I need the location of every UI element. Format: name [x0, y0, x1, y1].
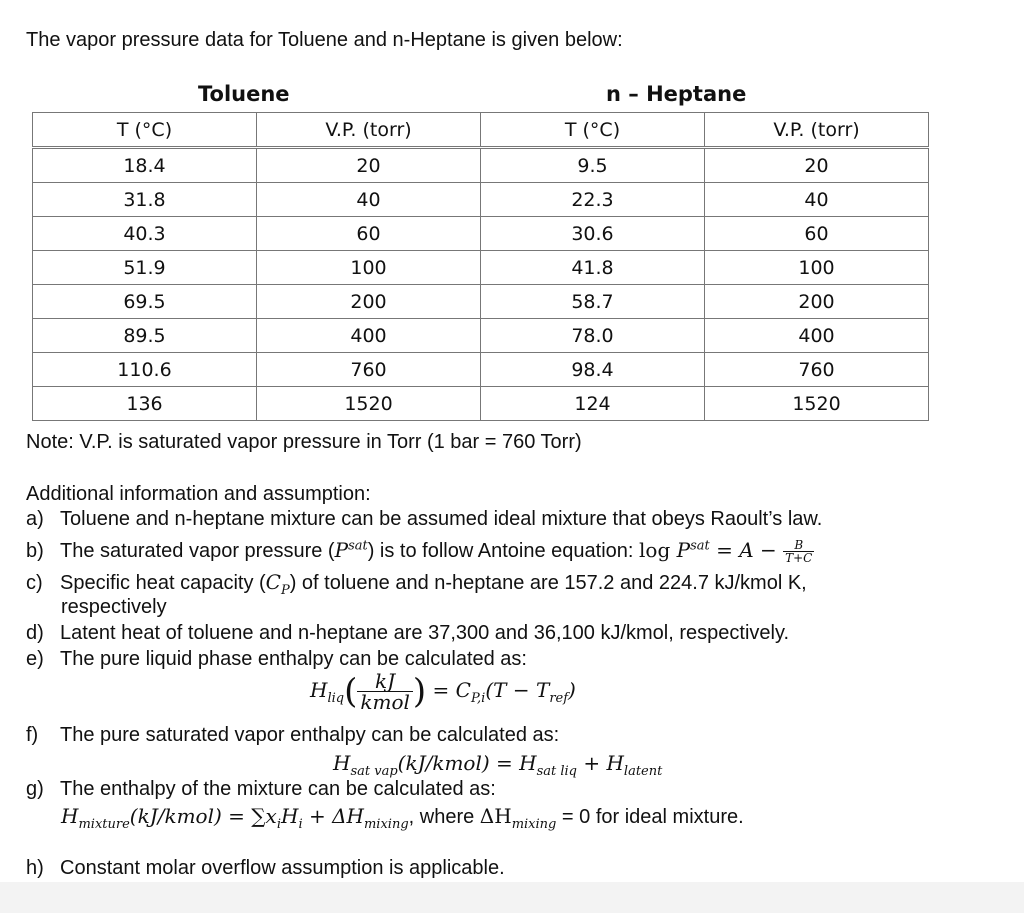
table-cell: 400: [257, 319, 481, 353]
table-cell: 1520: [705, 387, 929, 421]
eq-h-sub: sat vap: [350, 764, 398, 779]
eq-rhs-sub: P,i: [470, 691, 486, 706]
paren-open: (: [344, 671, 358, 712]
item-text: = 0 for ideal mixture.: [556, 806, 744, 828]
item-text: Latent heat of toluene and n-heptane are 37,300 and 36,100 kJ/kmol, respectively.: [60, 622, 790, 644]
table-cell: 40: [257, 183, 481, 217]
item-text: , where: [408, 806, 480, 828]
item-label: h): [26, 857, 44, 879]
eq-h: H: [310, 678, 328, 702]
item-label: b): [26, 540, 44, 562]
table-cell: 60: [257, 217, 481, 251]
eq-mid: (kJ/kmol) = H: [397, 751, 537, 775]
item-b: [26, 538, 814, 564]
eq-mid: (kJ/kmol) = ∑x: [129, 804, 277, 828]
table-cell: 40: [705, 183, 929, 217]
table-row: [33, 148, 929, 183]
table-cell: 400: [705, 319, 929, 353]
bottom-shade: [0, 882, 1024, 913]
col-header-toluene-vp: V.P. (torr): [257, 113, 481, 148]
fraction-denominator: kmol: [360, 690, 410, 714]
item-c: [26, 570, 807, 598]
eq-mid: + ΔH: [302, 804, 364, 828]
item-label: c): [26, 572, 43, 594]
item-text: The saturated vapor pressure (: [60, 540, 335, 562]
fraction-numerator: B: [783, 539, 814, 552]
item-text: The pure saturated vapor enthalpy can be calculated as:: [60, 724, 560, 746]
item-text: ) of toluene and n-heptane are 157.2 and 224.7 kJ/kmol K,: [289, 572, 807, 594]
table-cell: 136: [33, 387, 257, 421]
table-body: [33, 148, 929, 421]
table-cell: 124: [481, 387, 705, 421]
eq-sub: mixing: [511, 817, 557, 832]
item-text: Specific heat capacity (: [60, 572, 266, 594]
table-cell: 20: [705, 148, 929, 183]
item-a: [26, 508, 822, 531]
item-label: a): [26, 508, 44, 530]
col-header-toluene-temp: T (°C): [33, 113, 257, 148]
eq-sub: mixing: [363, 817, 409, 832]
equation-liquid-enthalpy: [310, 671, 576, 712]
item-text: ) is to follow Antoine equation:: [367, 540, 639, 562]
antoine-p: P: [676, 538, 691, 562]
table-row: [33, 285, 929, 319]
item-h: [26, 857, 505, 880]
table-cell: 110.6: [33, 353, 257, 387]
eq-h-sub: liq: [327, 691, 345, 706]
cp-subscript: P: [280, 583, 290, 598]
group-header-heptane: n – Heptane: [606, 82, 747, 106]
psat-symbol: P: [334, 538, 349, 562]
item-label: d): [26, 622, 44, 644]
table-cell: 98.4: [481, 353, 705, 387]
eq-rhs: ): [568, 678, 576, 702]
table-row: [33, 217, 929, 251]
item-g: [26, 778, 496, 801]
eq-mid: H: [280, 804, 299, 828]
table-cell: 760: [257, 353, 481, 387]
item-c-continuation: respectively: [61, 596, 167, 618]
table-row: [33, 183, 929, 217]
item-text: Constant molar overflow assumption is applicable.: [60, 857, 505, 879]
item-f: [26, 724, 559, 747]
table-cell: 100: [257, 251, 481, 285]
table-cell: 1520: [257, 387, 481, 421]
eq-mid: + H: [577, 751, 624, 775]
table-cell: 100: [705, 251, 929, 285]
eq-rhs: (T − T: [485, 678, 550, 702]
table-row: [33, 251, 929, 285]
item-d: [26, 622, 789, 645]
eq-delta-h: ΔH: [479, 804, 512, 828]
note-text: Note: V.P. is saturated vapor pressure in Torr (1 bar = 760 Torr): [26, 431, 582, 453]
psat-superscript: sat: [348, 538, 368, 554]
item-e: [26, 648, 527, 671]
units-fraction: [357, 671, 413, 712]
table-cell: 30.6: [481, 217, 705, 251]
antoine-p-superscript: sat: [690, 538, 710, 554]
eq-sub: latent: [623, 764, 663, 779]
table-header-row: [33, 113, 929, 148]
table-cell: 20: [257, 148, 481, 183]
table-cell: 69.5: [33, 285, 257, 319]
table-cell: 9.5: [481, 148, 705, 183]
additional-heading: Additional information and assumption:: [26, 483, 371, 505]
group-header-toluene: Toluene: [198, 82, 290, 106]
table-cell: 31.8: [33, 183, 257, 217]
item-label: e): [26, 648, 44, 670]
fraction-denominator: T+C: [785, 551, 813, 566]
table-row: [33, 387, 929, 421]
item-text: Toluene and n-heptane mixture can be assumed ideal mixture that obeys Raoult’s law.: [60, 508, 823, 530]
item-text: The pure liquid phase enthalpy can be calculated as:: [60, 648, 527, 670]
item-label: f): [26, 724, 39, 746]
cp-symbol: C: [265, 570, 281, 594]
eq-h: H: [61, 804, 79, 828]
eq-sub: i: [276, 817, 281, 832]
eq-sub: i: [298, 817, 303, 832]
item-label: g): [26, 778, 44, 800]
table-cell: 51.9: [33, 251, 257, 285]
antoine-log: log: [639, 538, 677, 562]
eq-h-sub: mixture: [78, 817, 130, 832]
table-cell: 89.5: [33, 319, 257, 353]
eq-h: H: [333, 751, 351, 775]
table-cell: 18.4: [33, 148, 257, 183]
intro-text: The vapor pressure data for Toluene and n-Heptane is given below:: [26, 29, 623, 51]
item-g-equation-line: [61, 804, 744, 832]
fraction-numerator: kJ: [357, 671, 413, 692]
table-cell: 41.8: [481, 251, 705, 285]
table-cell: 22.3: [481, 183, 705, 217]
table-cell: 200: [705, 285, 929, 319]
equation-vapor-enthalpy: [333, 751, 662, 779]
table-cell: 760: [705, 353, 929, 387]
col-header-heptane-temp: T (°C): [481, 113, 705, 148]
col-header-heptane-vp: V.P. (torr): [705, 113, 929, 148]
item-text: The enthalpy of the mixture can be calculated as:: [60, 778, 496, 800]
table-cell: 78.0: [481, 319, 705, 353]
eq-rhs-sub: ref: [549, 691, 569, 706]
paren-close: ): [412, 671, 427, 712]
eq-sub: sat liq: [536, 764, 577, 779]
antoine-mid: = A −: [709, 538, 784, 562]
table-row: [33, 353, 929, 387]
antoine-fraction: [783, 539, 814, 564]
table-cell: 200: [257, 285, 481, 319]
vapor-pressure-table: [32, 112, 929, 421]
table-cell: 60: [705, 217, 929, 251]
table-row: [33, 319, 929, 353]
table-cell: 58.7: [481, 285, 705, 319]
eq-rhs: = C: [426, 678, 471, 702]
table-cell: 40.3: [33, 217, 257, 251]
